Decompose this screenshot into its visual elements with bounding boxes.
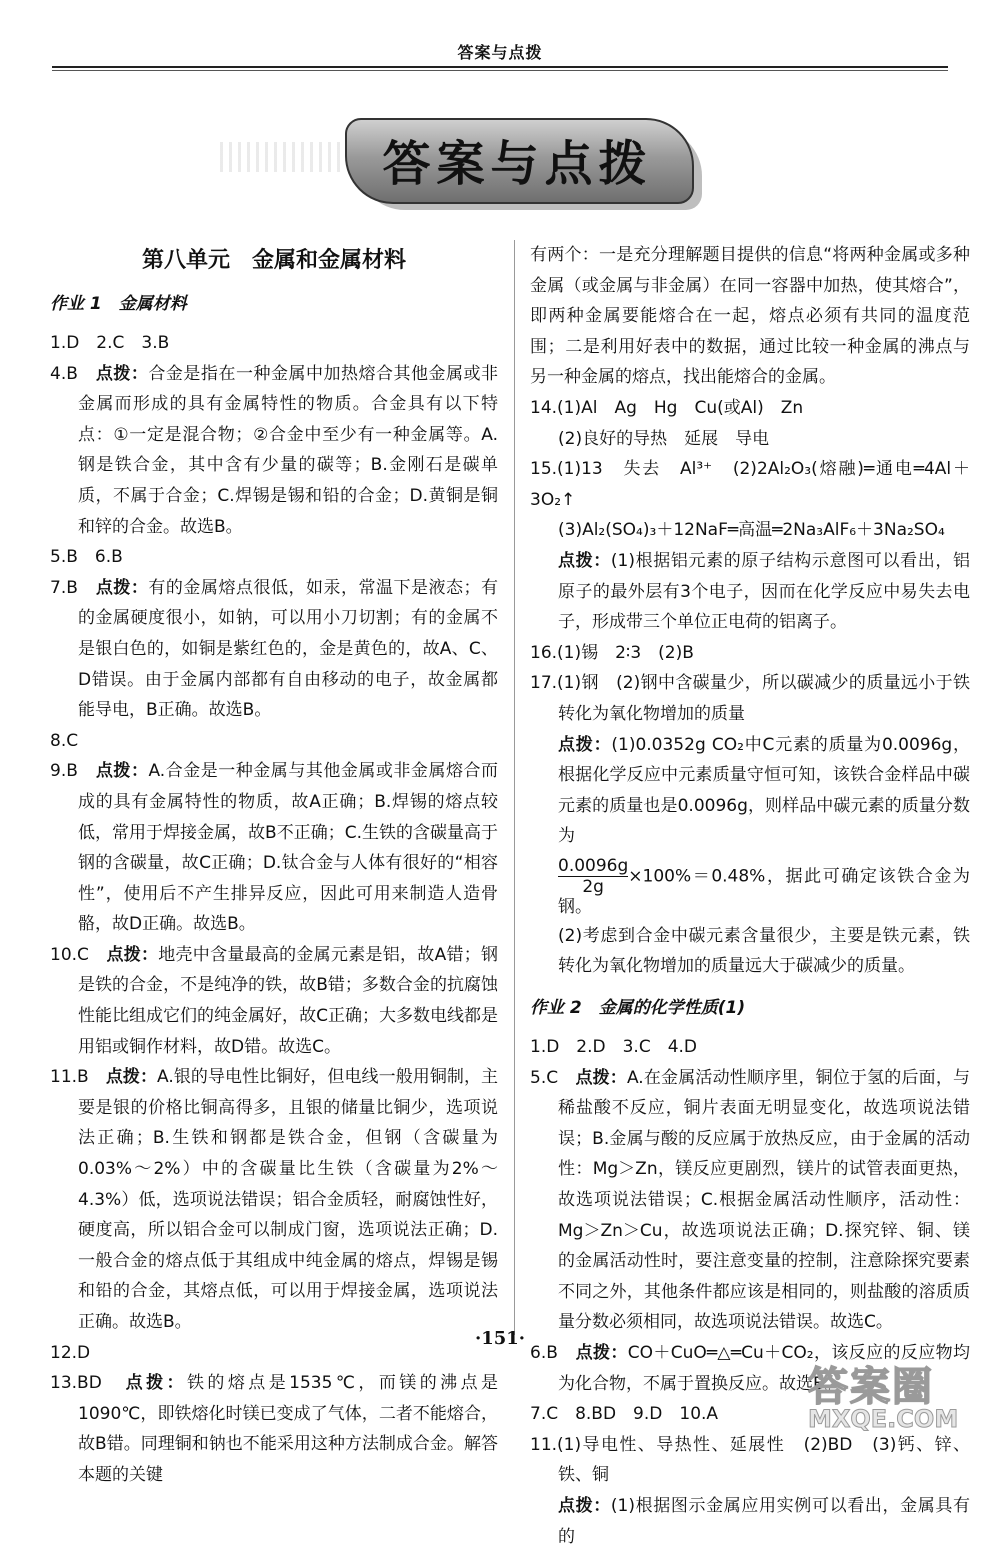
hint-text: A.在金属活动性顺序里，铜位于氢的后面，与稀盐酸不反应，铜片表面无明显变化，故选项说法错误；B.金属与酸的反应属于放热反应，由于金属的活动性：Mg＞Zn，镁反应更剧烈，镁片的试管表面更热，故选项说法错误；C.根据金属活动性顺序，活动性：Mg＞Zn＞Cu，故选项说法正确；D.探究锌、铜、镁的金属活动性时，要注意变量的控制，注意除探究要素不同之外，其他条件都应该是相同的，则盐酸的溶质质量分数必须相同，故选项说法错误。故选C。	[558, 1067, 971, 1333]
q16-line: 16.(1)锡 2∶3 (2)B	[530, 642, 694, 663]
q17-fraction-tail: ×100%＝0.48%，据此可确定该铁合金为钢。	[558, 866, 970, 917]
q14-line-1: 14.(1)Al Ag Hg Cu(或Al) Zn	[530, 397, 804, 418]
hint-text: 铁的熔点是1535℃，而镁的沸点是1090℃，即铁熔化时镁已变成了气体，二者不能熔合，故B错。同理铜和钠也不能采用这种方法制成合金。解答本题的关键	[78, 1373, 499, 1485]
answer-item	[530, 1491, 970, 1552]
hint-keyword: 点拨：	[95, 761, 149, 782]
q17-fraction-numerator: 0.0096g	[558, 855, 629, 876]
answer-item	[530, 1063, 970, 1338]
hint-text: 合金是指在一种金属中加热熔合其他金属或非金属而形成的具有金属特性的物质。合金具有以下特点：①一定是混合物；②合金中至少有一种金属等。A.钢是铁合金，其中含有少量的碳等；B.金刚石是碳单质，不属于合金；C.焊锡是锡和铅的合金；D.黄铜是铜和锌的合金。故选B。	[78, 363, 499, 537]
column-divider	[514, 240, 515, 1335]
answer-item: 12.D	[50, 1342, 91, 1363]
q15-line-2: (3)Al₂(SO₄)₃＋12NaF═高温═2Na₃AlF₆＋3Na₂SO₄	[558, 520, 945, 541]
unit-title: 第八单元 金属和金属材料	[141, 247, 406, 273]
header-rule	[52, 66, 948, 68]
hint-text: (1)根据图示金属应用实例可以看出，金属具有的	[558, 1495, 970, 1547]
answer-item	[50, 756, 498, 940]
watermark-site: MXQE.COM	[808, 1405, 959, 1433]
q15-note	[530, 546, 970, 638]
q17-line-1: 17.(1)钢 (2)钢中含碳量少，所以碳减少的质量远小于铁转化为氧化物增加的质量	[530, 673, 970, 724]
q17-note-1	[530, 730, 970, 852]
answer-item: 1.D 2.C 3.B	[50, 333, 170, 353]
answer-item	[50, 940, 498, 1062]
banner-decoration	[220, 142, 340, 172]
q15-note-keyword: 点拨：	[558, 550, 611, 571]
hint-text: 地壳中含量最高的金属元素是铝，故A错；钢是铁的合金，不是纯净的铁，故B错；多数合金的抗腐蚀性能比组成它们的纯金属好，故C正确；大多数电线都是用铝或铜作材料，故D错。故选C。	[78, 944, 499, 1057]
q17-note-text: (1)0.0352g CO₂中C元素的质量为0.0096g，根据化学反应中元素质量守恒可知，该铁合金样品中碳元素的质量也是0.0096g，则样品中碳元素的质量分数为	[558, 734, 970, 847]
q17-note-keyword: 点拨：	[558, 734, 612, 755]
hint-keyword: 点拨：	[558, 1495, 611, 1516]
left-answer-list	[50, 328, 498, 1491]
answer-item: 8.C	[50, 730, 79, 751]
homework-1-title: 作业 1 金属材料	[50, 294, 187, 314]
answer-item: 11.(1)导电性、导热性、延展性 (2)BD (3)钙、锌、铁、铜	[530, 1434, 970, 1486]
answer-number: 6.B	[530, 1343, 576, 1363]
left-column	[50, 240, 498, 1491]
hint-text: A.合金是一种金属与其他金属或非金属熔合而成的具有金属特性的物质，故A正确；B.焊锡的熔点较低，常用于焊接金属，故B不正确；C.生铁的含碳量高于钢的含碳量，故C正确；D.钛合金与人体有很好的“相容性”，使用后不产生排异反应，因此可用来制造人造骨骼，故D正确。故选B。	[78, 761, 498, 935]
hint-keyword: 点拨：	[95, 577, 149, 598]
hint-text: 有的金属熔点很低，如汞，常温下是液态；有的金属硬度很小，如钠，可以用小刀切割；有的金属不是银白色的，如铜是紫红色的，金是黄色的，故A、C、D错误。由于金属内部都有自由移动的电子，故金属都能导电，B正确。故选B。	[78, 577, 499, 721]
answer-item: 7.C 8.BD 9.D 10.A	[530, 1404, 719, 1425]
homework-2-title: 作业 2 金属的化学性质(1)	[530, 998, 746, 1019]
answer-item	[50, 573, 498, 726]
answer-number: 10.C	[50, 944, 107, 965]
answer-number: 11.B	[50, 1067, 106, 1088]
hint-text: A.银的导电性比铜好，但电线一般用铜制，主要是银的价格比铜高得多，且银的储量比铜少，选项说法正确；B.生铁和钢都是铁合金，但钢（含碳量为0.03%～2%）中的含碳量比生铁（含碳量为2%～4.3%）低，选项说法错误；铝合金质轻，耐腐蚀性好，硬度高，所以铝合金可以制成门窗，选项说法正确；D.一般合金的熔点低于其组成中纯金属的熔点，焊锡是锡和铅的合金，其熔点低，可以用于焊接金属，选项说法正确。故选B。	[78, 1067, 499, 1332]
right-answer-list	[530, 1032, 970, 1552]
hint-keyword: 点拨：	[575, 1067, 627, 1088]
hint-keyword: 点拨：	[105, 1067, 158, 1088]
answer-number: 5.C	[530, 1067, 576, 1088]
q15-note-text: (1)根据铝元素的原子结构示意图可以看出，铝原子的最外层有3个电子，因而在化学反应中易失去电子，形成带三个单位正电荷的铝离子。	[558, 550, 970, 633]
answer-number: 9.B	[50, 761, 96, 782]
hint-keyword: 点拨：	[95, 363, 149, 384]
q13-continuation: 有两个：一是充分理解题目提供的信息“将两种金属或多种金属（或金属与非金属）在同一容器中加热，使其熔合”，即两种金属要能熔合在一起，熔点必须有共同的温度范围；二是利用好表中的数据，通过比较一种金属的沸点与另一种金属的熔点，找出能熔合的金属。	[530, 245, 970, 388]
answer-item: 1.D 2.D 3.C 4.D	[530, 1037, 698, 1058]
answer-number: 13.BD	[50, 1373, 126, 1394]
watermark	[808, 1355, 988, 1435]
hint-keyword: 点拨：	[125, 1373, 187, 1394]
answer-item	[50, 1368, 498, 1490]
running-title: 答案与点拨	[457, 43, 543, 62]
hint-keyword: 点拨：	[575, 1343, 628, 1363]
q17-fraction-line	[530, 856, 970, 917]
watermark-logo: 答案圈	[808, 1364, 934, 1410]
banner-title: 答案与点拨	[382, 136, 653, 192]
answer-item: 5.B 6.B	[50, 547, 123, 568]
answer-number: 7.B	[50, 577, 96, 598]
hint-text: CO＋CuO═△═Cu＋CO₂，该反应的反应物均为化合物，不属于置换反应。故选B。	[558, 1343, 970, 1394]
q17-fraction-denominator: 2g	[582, 876, 604, 897]
answer-number: 4.B	[50, 363, 96, 384]
header-rule-thin	[52, 70, 948, 71]
q17-fraction	[558, 856, 628, 897]
q15-line-1: 15.(1)13 失去 Al³⁺ (2)2Al₂O₃(熔融)═通电═4Al＋3O₂↑	[530, 459, 970, 510]
answer-item	[50, 1062, 498, 1337]
page-number: ·151·	[474, 1328, 526, 1349]
q14-line-2: (2)良好的导热 延展 导电	[558, 428, 770, 449]
q17-note-2: (2)考虑到合金中碳元素含量很少，主要是铁元素，铁转化为氧化物增加的质量远大于碳减少的质量。	[558, 925, 970, 977]
hint-keyword: 点拨：	[106, 944, 159, 965]
answer-item	[50, 359, 498, 543]
